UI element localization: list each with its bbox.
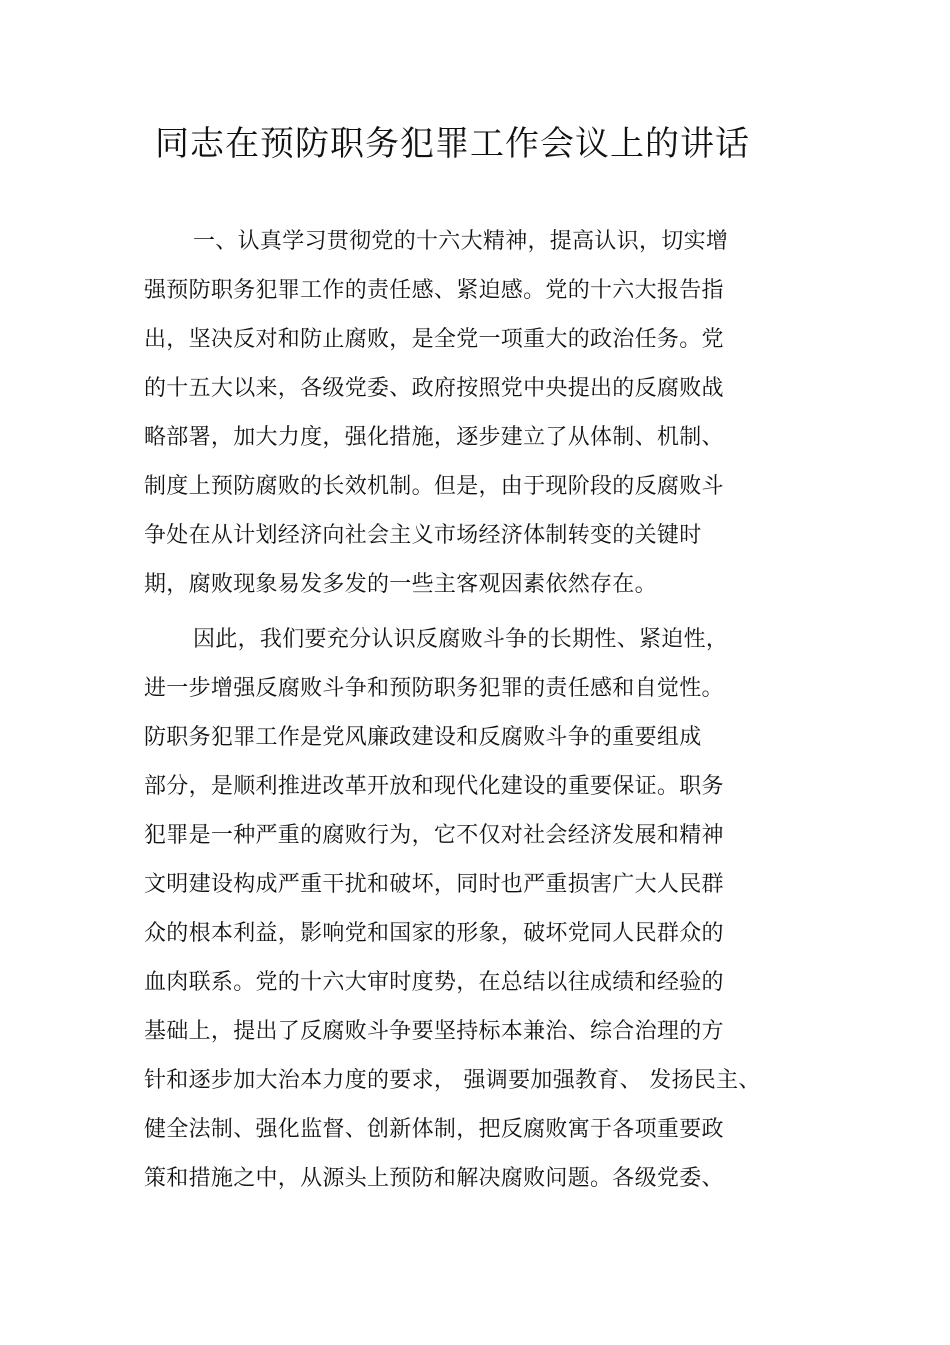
- paragraph-line-5: 略部署，加大力度，强化措施，逐步建立了从体制、机制、: [144, 425, 724, 450]
- paragraph-line-20: 策和措施之中，从源头上预防和解决腐败问题。各级党委、: [144, 1166, 724, 1191]
- paragraph-line-2: 强预防职务犯罪工作的责任感、紧迫感。党的十六大报告指: [144, 278, 724, 303]
- paragraph-line-13: 犯罪是一种严重的腐败行为，它不仅对社会经济发展和精神: [144, 823, 724, 848]
- paragraph-line-17: 基础上，提出了反腐败斗争要坚持标本兼治、综合治理的方: [144, 1019, 724, 1044]
- paragraph-line-3: 出，坚决反对和防止腐败，是全党一项重大的政治任务。党: [144, 327, 724, 352]
- paragraph-line-14: 文明建设构成严重干扰和破坏，同时也严重损害广大人民群: [144, 872, 724, 897]
- paragraph-line-7: 争处在从计划经济向社会主义市场经济体制转变的关键时: [144, 523, 702, 548]
- paragraph-line-9: 因此，我们要充分认识反腐败斗争的长期性、紧迫性，: [193, 627, 729, 652]
- paragraph-line-4: 的十五大以来，各级党委、政府按照党中央提出的反腐败战: [144, 376, 724, 401]
- paragraph-line-8: 期，腐败现象易发多发的一些主客观因素依然存在。: [144, 572, 657, 597]
- paragraph-line-15: 众的根本利益，影响党和国家的形象，破坏党同人民群众的: [144, 921, 724, 946]
- paragraph-line-11: 防职务犯罪工作是党风廉政建设和反腐败斗争的重要组成: [144, 725, 702, 750]
- paragraph-line-18: 针和逐步加大治本力度的要求， 强调要加强教育、 发扬民主、: [144, 1068, 761, 1093]
- paragraph-line-10: 进一步增强反腐败斗争和预防职务犯罪的责任感和自觉性。: [144, 676, 724, 701]
- page-title: 同志在预防职务犯罪工作会议上的讲话: [155, 124, 750, 164]
- paragraph-line-12: 部分，是顺利推进改革开放和现代化建设的重要保证。职务: [144, 774, 724, 799]
- paragraph-line-19: 健全法制、强化监督、创新体制，把反腐败寓于各项重要政: [144, 1117, 724, 1142]
- paragraph-line-16: 血肉联系。党的十六大审时度势，在总结以往成绩和经验的: [144, 970, 724, 995]
- paragraph-line-1: 一、认真学习贯彻党的十六大精神，提高认识，切实增: [193, 229, 729, 254]
- paragraph-line-6: 制度上预防腐败的长效机制。但是，由于现阶段的反腐败斗: [144, 474, 724, 499]
